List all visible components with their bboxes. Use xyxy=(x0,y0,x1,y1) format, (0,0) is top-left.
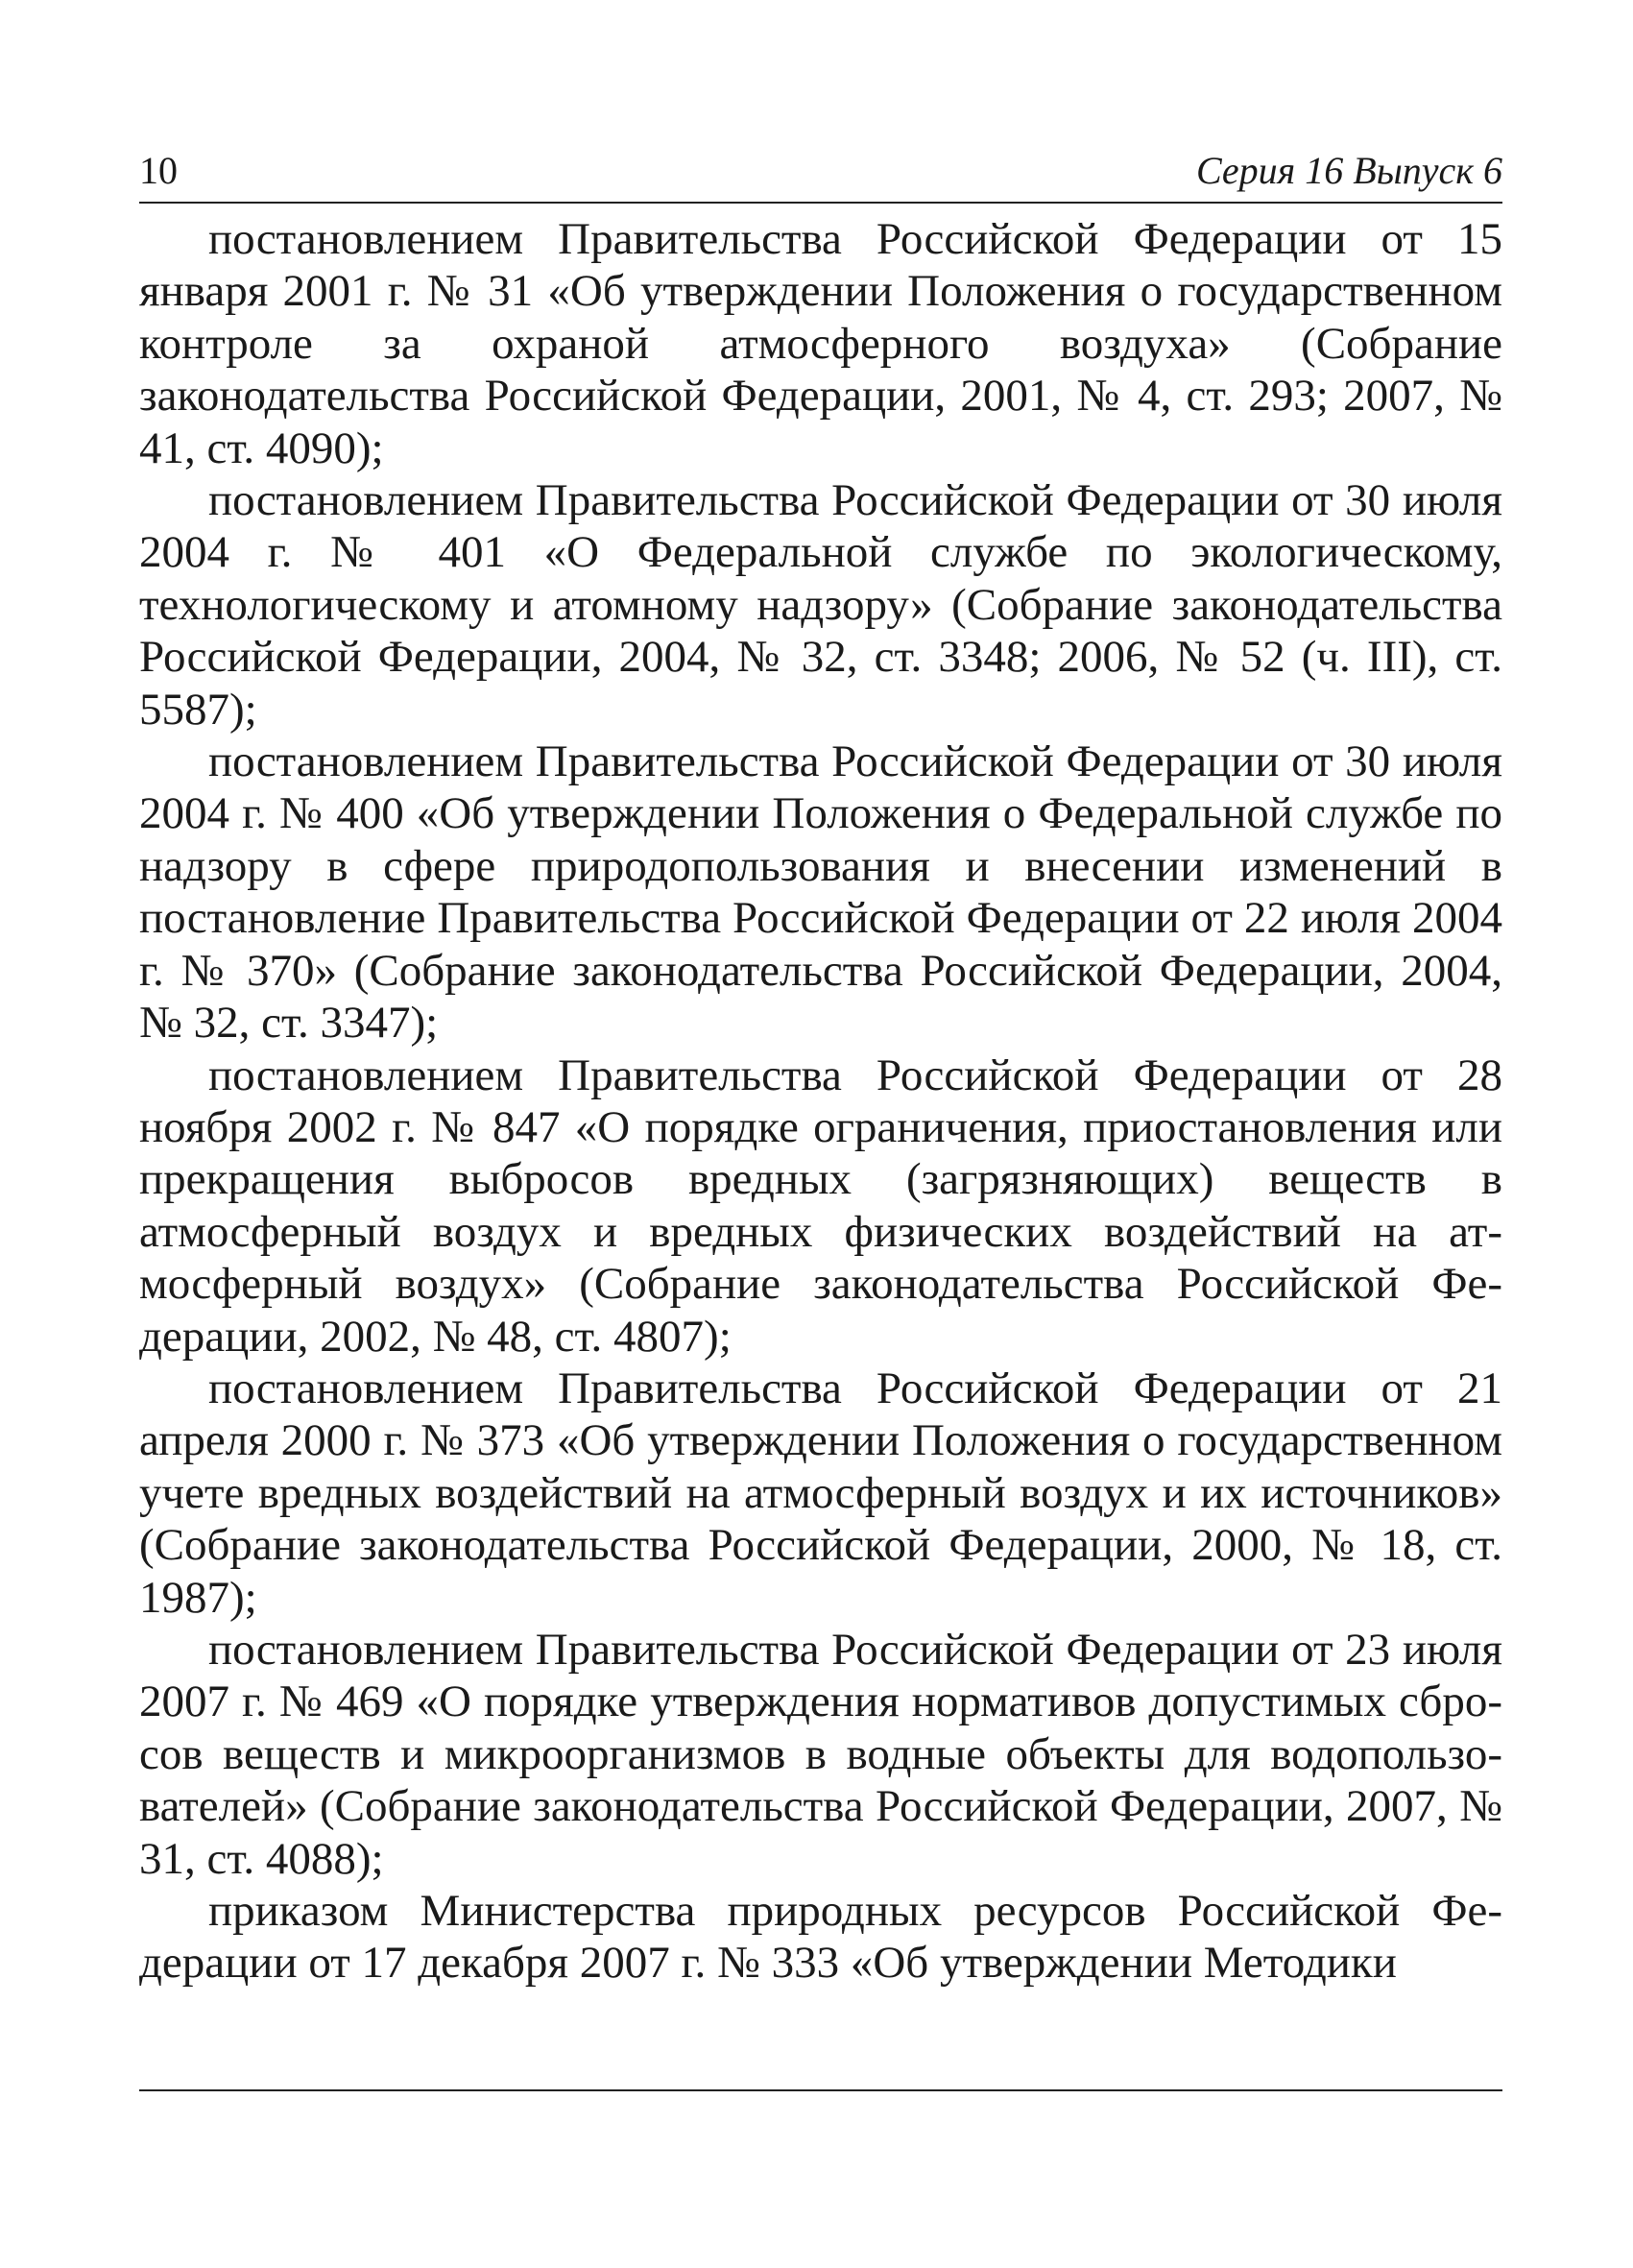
body-text xyxy=(139,213,1502,1990)
paragraph: приказом Министерства природных ресурсов Российской Федерации от 17 декабря 2007 г. № 333 «Об утверждении Методики xyxy=(139,1886,1502,1989)
paragraph: постановлением Правительства Российской Федерации от 21 апреля 2000 г. № 373 «Об утверждении Положения о государственном учете вредных воздействий на атмосферный воздух и их источников» (Собрание законодательства Российской Федерации, 2000, № 18, ст. 1987); xyxy=(139,1363,1502,1623)
paragraph: постановлением Правительства Российской Федерации от 28 ноября 2002 г. № 847 «О порядке ограничения, приостановления или прекращения выбросов вредных (загрязняющих) веществ в атмосферный воздух и вредных физических воздействий на атмосферный воздух» (Собрание законодательства Российской Федерации, 2002, № 48, ст. 4807); xyxy=(139,1050,1502,1362)
footer-rule xyxy=(139,2089,1502,2091)
paragraph: постановлением Правительства Российской Федерации от 23 июля 2007 г. № 469 «О порядке утверждения нормативов допустимых сбросов веществ и микроорганизмов в водные объекты для водопользователей» (Собрание законодательства Российской Федерации, 2007, № 31, ст. 4088); xyxy=(139,1624,1502,1884)
page-number: 10 xyxy=(139,149,178,192)
paragraph: постановлением Правительства Российской Федерации от 30 июля 2004 г. № 401 «О Федеральной службе по экологическому, технологическому и атомному надзору» (Собрание законодательства Российской Федерации, 2004, № 32, ст. 3348; 2006, № 52 (ч. III), ст. 5587); xyxy=(139,475,1502,735)
paragraph: постановлением Правительства Российской Федерации от 15 января 2001 г. № 31 «Об утверждении Положения о государственном контроле за охраной атмосферного воздуха» (Собрание законодательства Российской Федерации, 2001, № 4, ст. 293; 2007, № 41, ст. 4090); xyxy=(139,214,1502,473)
header-rule xyxy=(139,202,1502,204)
running-head xyxy=(139,146,1502,196)
paragraph: постановлением Правительства Российской Федерации от 30 июля 2004 г. № 400 «Об утверждении Положения о Федеральной службе по надзору в сфере природопользования и внесении изменений в постановление Правительства Российской Федерации от 22 июля 2004 г. № 370» (Собрание законодательства Российской Федерации, 2004, № 32, ст. 3347); xyxy=(139,736,1502,1049)
series-title: Серия 16 Выпуск 6 xyxy=(1195,149,1502,192)
